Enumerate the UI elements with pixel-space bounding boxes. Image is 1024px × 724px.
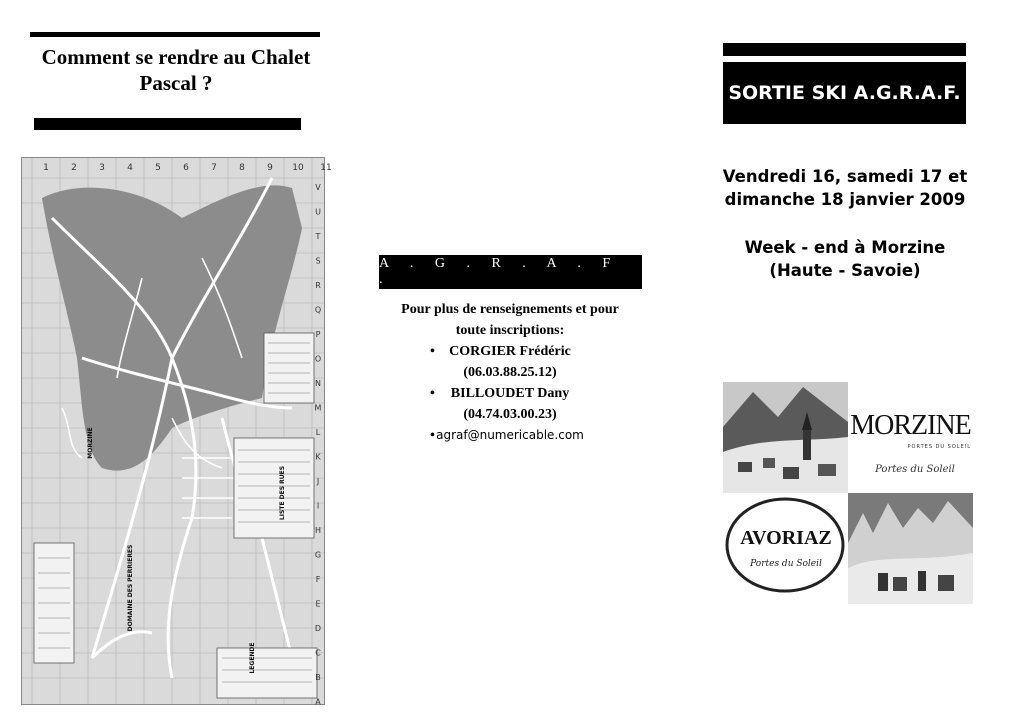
town-map-graphic [22,158,332,707]
event-title: SORTIE SKI A.G.R.A.F. [728,82,961,104]
location-line-2: (Haute - Savoie) [769,261,921,280]
map-column-label: 1 [43,163,49,173]
morzine-name: MORZINE [850,410,971,441]
map-row-label: A [315,697,321,707]
map-column-label: 5 [155,163,161,173]
map-column-label: 4 [127,163,133,173]
map-row-label: I [316,501,320,511]
map-area-label: DOMAINE DES PERRIERES [127,544,134,632]
map-area-label: LEGENDE [249,642,256,674]
bullet-icon: • [430,344,435,359]
map-column-label: 11 [320,163,332,173]
portes-du-soleil-text: Portes du Soleil [875,464,955,475]
dates-line-1: Vendredi 16, samedi 17 et [722,167,968,186]
map-row-label: K [315,452,321,462]
left-top-rule [30,32,320,37]
directions-title-line2: Pascal ? [139,71,213,95]
village-photo-graphic [723,382,848,493]
map-row-label: O [314,354,322,364]
map-column-label: 8 [239,163,245,173]
avoriaz-subtitle: Portes du Soleil [750,559,822,569]
org-name: A . G . R . A . F . [379,256,620,287]
map-row-label: P [315,330,321,339]
email-link[interactable]: agraf@numericable.com [436,428,584,442]
map-column-label: 2 [71,163,77,173]
bullet-icon: • [430,386,435,401]
directions-title [30,44,322,96]
dates-line-2: dimanche 18 janvier 2009 [724,190,966,209]
morzine-logo [848,382,973,493]
map-area-label: LISTE DES RUES [279,465,286,521]
map-row-label: E [315,599,321,609]
info-line-2: toute inscriptions: [455,323,565,338]
contact-name: BILLOUDET Dany [450,386,570,401]
map-column-label: 10 [292,163,304,173]
map-row-label: G [314,550,322,560]
map-column-label: 9 [267,163,273,173]
mountain-photo [848,493,973,604]
map-area-label: MORZINE [87,427,94,459]
right-top-rule [723,43,966,56]
map-row-label: D [314,624,322,633]
event-title-banner [723,62,966,124]
map-row-label: C [315,648,321,658]
list-item [378,341,642,383]
location-line-1: Week - end à Morzine [744,238,946,257]
contact-phone: (04.74.03.00.23) [463,407,557,422]
left-bottom-rule [34,118,301,130]
mountain-photo-graphic [848,493,973,604]
contact-list [378,341,642,446]
event-location [718,236,972,282]
map-row-label: F [315,575,321,584]
map-row-label: U [315,207,321,217]
map-row-label: R [315,281,321,290]
info-line-1: Pour plus de renseignements et pour [401,302,619,317]
avoriaz-logo [723,493,848,604]
map-column-label: 6 [183,163,189,173]
map-row-label: V [315,183,321,192]
map-row-label: N [315,379,321,388]
village-photo [723,382,848,493]
list-item [378,425,642,446]
contact-name: CORGIER Frédéric [449,344,571,359]
map-row-label: B [315,673,321,682]
morzine-tagline: PORTES DU SOLEIL [907,444,971,450]
event-dates [718,165,972,211]
contact-info [378,299,642,446]
map-row-label: J [316,477,320,486]
list-item [378,383,642,425]
map-row-label: S [315,256,321,266]
map-row-label: H [314,526,322,535]
town-map [21,157,332,707]
map-row-label: L [315,428,321,437]
directions-title-line1: Comment se rendre au Chalet [41,45,311,69]
map-column-label: 7 [211,163,217,173]
contact-phone: (06.03.88.25.12) [463,365,557,380]
map-row-label: M [314,403,322,413]
org-name-banner [379,255,642,289]
map-row-label: T [315,232,321,241]
map-column-label: 3 [99,163,105,173]
map-row-label: Q [314,305,322,315]
bullet-icon: • [430,428,435,443]
avoriaz-name: AVORIAZ [740,527,832,549]
